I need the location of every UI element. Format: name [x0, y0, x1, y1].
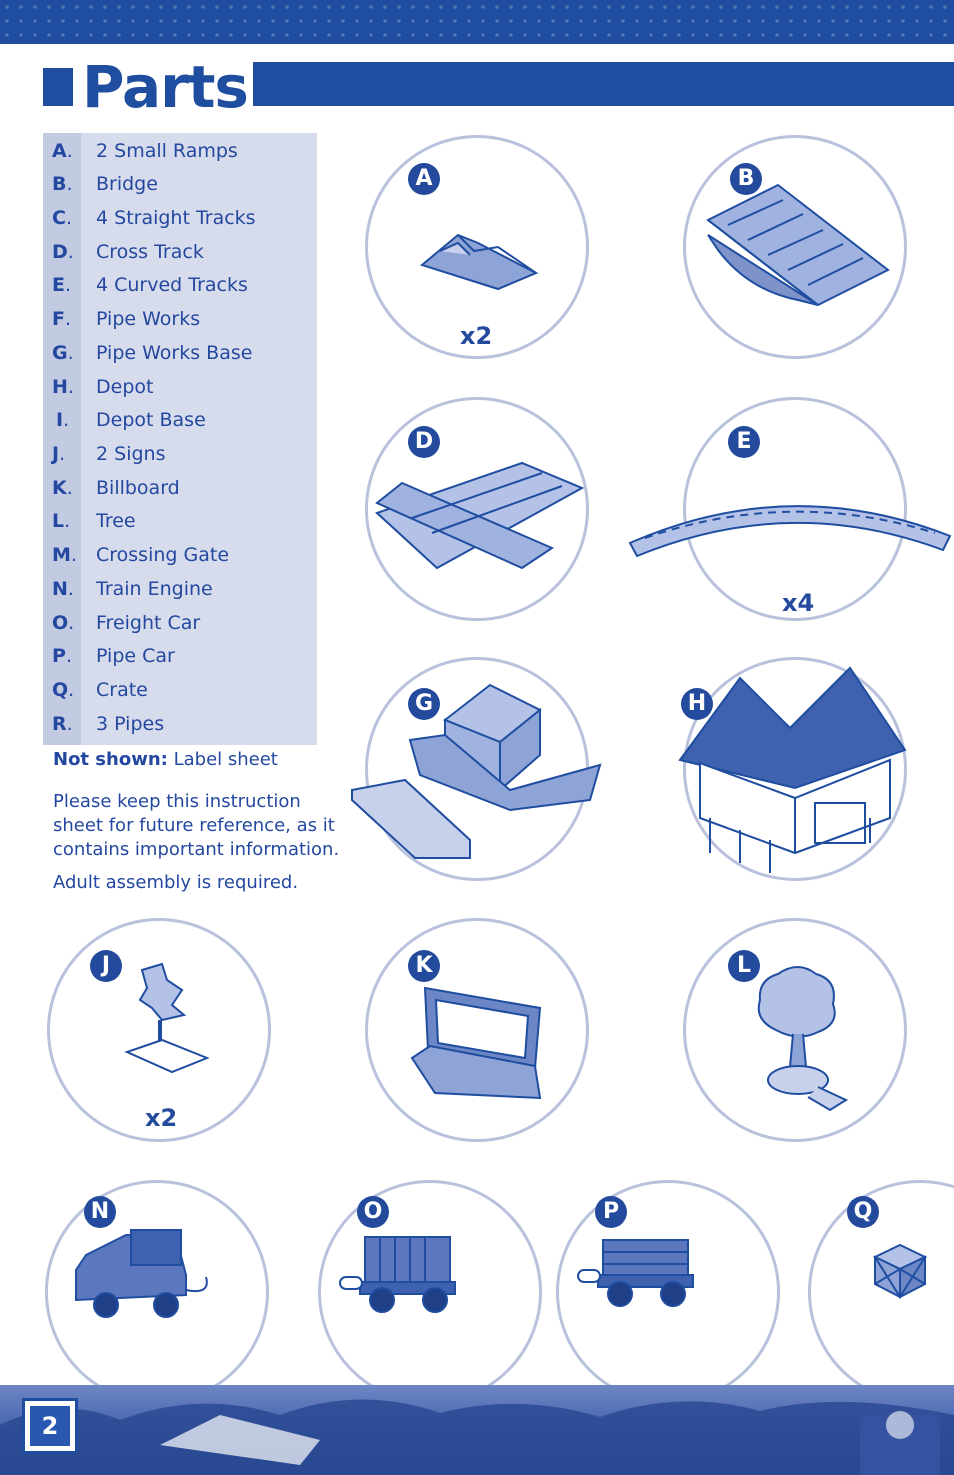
part-letter: B [52, 173, 67, 195]
part-letter: O [52, 612, 69, 634]
part-name: Crate [96, 679, 148, 701]
part-letter: N [52, 578, 68, 600]
part-name: Depot Base [96, 409, 206, 431]
part-letter: M [52, 544, 71, 566]
badge-n: N [84, 1196, 116, 1228]
page-number [22, 1398, 78, 1454]
not-shown-note [53, 748, 278, 772]
badge-j: J [90, 950, 122, 982]
part-name: 3 Pipes [96, 713, 165, 735]
part-row: P. Pipe Car [43, 640, 317, 673]
part-row: M. Crossing Gate [43, 539, 317, 572]
part-name: 4 Curved Tracks [96, 274, 248, 296]
part-row: H. Depot [43, 371, 317, 404]
pipe-car-illustration [578, 1232, 718, 1312]
small-ramp-illustration [418, 225, 538, 295]
part-letter: H [52, 376, 68, 398]
part-name: Pipe Works Base [96, 342, 253, 364]
part-name: Train Engine [96, 578, 213, 600]
part-row: E. 4 Curved Tracks [43, 269, 317, 302]
part-row: O. Freight Car [43, 607, 317, 640]
part-row: F. Pipe Works [43, 303, 317, 336]
part-row: C. 4 Straight Tracks [43, 202, 317, 235]
part-letter: J [52, 443, 60, 465]
page-number-text: 2 [30, 1406, 70, 1446]
part-row: N. Train Engine [43, 573, 317, 606]
quantity-j: x2 [145, 1104, 178, 1132]
badge-l: L [728, 950, 760, 982]
quantity-a: x2 [460, 322, 493, 350]
part-row: A. 2 Small Ramps [43, 135, 317, 168]
badge-p: P [595, 1196, 627, 1228]
top-decorative-band [0, 0, 954, 44]
part-letter: G [52, 342, 68, 364]
pipe-works-base-illustration [350, 680, 605, 860]
part-letter: I [56, 409, 64, 431]
part-row: B. Bridge [43, 168, 317, 201]
badge-g: G [408, 688, 440, 720]
cross-track-illustration [372, 458, 587, 573]
adult-assembly-note: Adult assembly is required. [53, 872, 299, 893]
part-name: Depot [96, 376, 154, 398]
part-name: Crossing Gate [96, 544, 230, 566]
part-name: Freight Car [96, 612, 201, 634]
part-row: J. 2 Signs [43, 438, 317, 471]
tree-illustration [748, 962, 848, 1117]
part-row: D. Cross Track [43, 236, 317, 269]
part-name: Tree [96, 510, 136, 532]
not-shown-label: Not shown: [53, 749, 168, 770]
scenery-illustration [0, 1385, 954, 1475]
badge-h: H [681, 688, 713, 720]
part-row: G. Pipe Works Base [43, 337, 317, 370]
part-name: Pipe Car [96, 645, 175, 667]
title-bar [253, 62, 954, 106]
badge-q: Q [847, 1196, 879, 1228]
parts-list [43, 133, 317, 745]
sign-illustration [122, 960, 212, 1085]
part-row: I. Depot Base [43, 404, 317, 437]
part-row: L. Tree [43, 505, 317, 538]
badge-o: O [357, 1196, 389, 1228]
bridge-illustration [688, 180, 898, 310]
not-shown-value: Label sheet [173, 749, 278, 770]
part-row: R. 3 Pipes [43, 708, 317, 741]
part-name: Pipe Works [96, 308, 201, 330]
part-name: Billboard [96, 477, 180, 499]
part-letter: E [52, 274, 65, 296]
crate-illustration [870, 1242, 930, 1300]
billboard-illustration [410, 978, 550, 1108]
part-row: Q. Crate [43, 674, 317, 707]
part-letter: Q [52, 679, 69, 701]
part-letter: P [52, 645, 66, 667]
keep-note [53, 790, 339, 862]
part-name: Cross Track [96, 241, 204, 263]
part-letter: K [52, 477, 67, 499]
bottom-scenery-band [0, 1385, 954, 1475]
badge-b: B [730, 163, 762, 195]
curved-track-illustration [625, 488, 954, 558]
keep-note-line: Please keep this instruction [53, 791, 301, 812]
part-letter: A [52, 140, 67, 162]
quantity-e: x4 [782, 589, 815, 617]
part-letter: L [52, 510, 65, 532]
part-name: 4 Straight Tracks [96, 207, 256, 229]
part-row: K. Billboard [43, 472, 317, 505]
badge-k: K [408, 950, 440, 982]
part-name: 2 Signs [96, 443, 166, 465]
part-name: Bridge [96, 173, 158, 195]
depot-illustration [680, 668, 910, 888]
badge-a: A [408, 163, 440, 195]
part-letter: F [52, 308, 65, 330]
part-letter: C [52, 207, 66, 229]
badge-e: E [728, 426, 760, 458]
title-accent-block [43, 68, 73, 106]
keep-note-line: contains important information. [53, 839, 340, 860]
badge-d: D [408, 426, 440, 458]
part-name: 2 Small Ramps [96, 140, 238, 162]
part-letter: D [52, 241, 68, 263]
page-title: Parts [82, 53, 248, 121]
keep-note-line: sheet for future reference, as it [53, 815, 335, 836]
part-letter: R [52, 713, 67, 735]
freight-car-illustration [340, 1232, 475, 1317]
train-engine-illustration [66, 1225, 214, 1320]
